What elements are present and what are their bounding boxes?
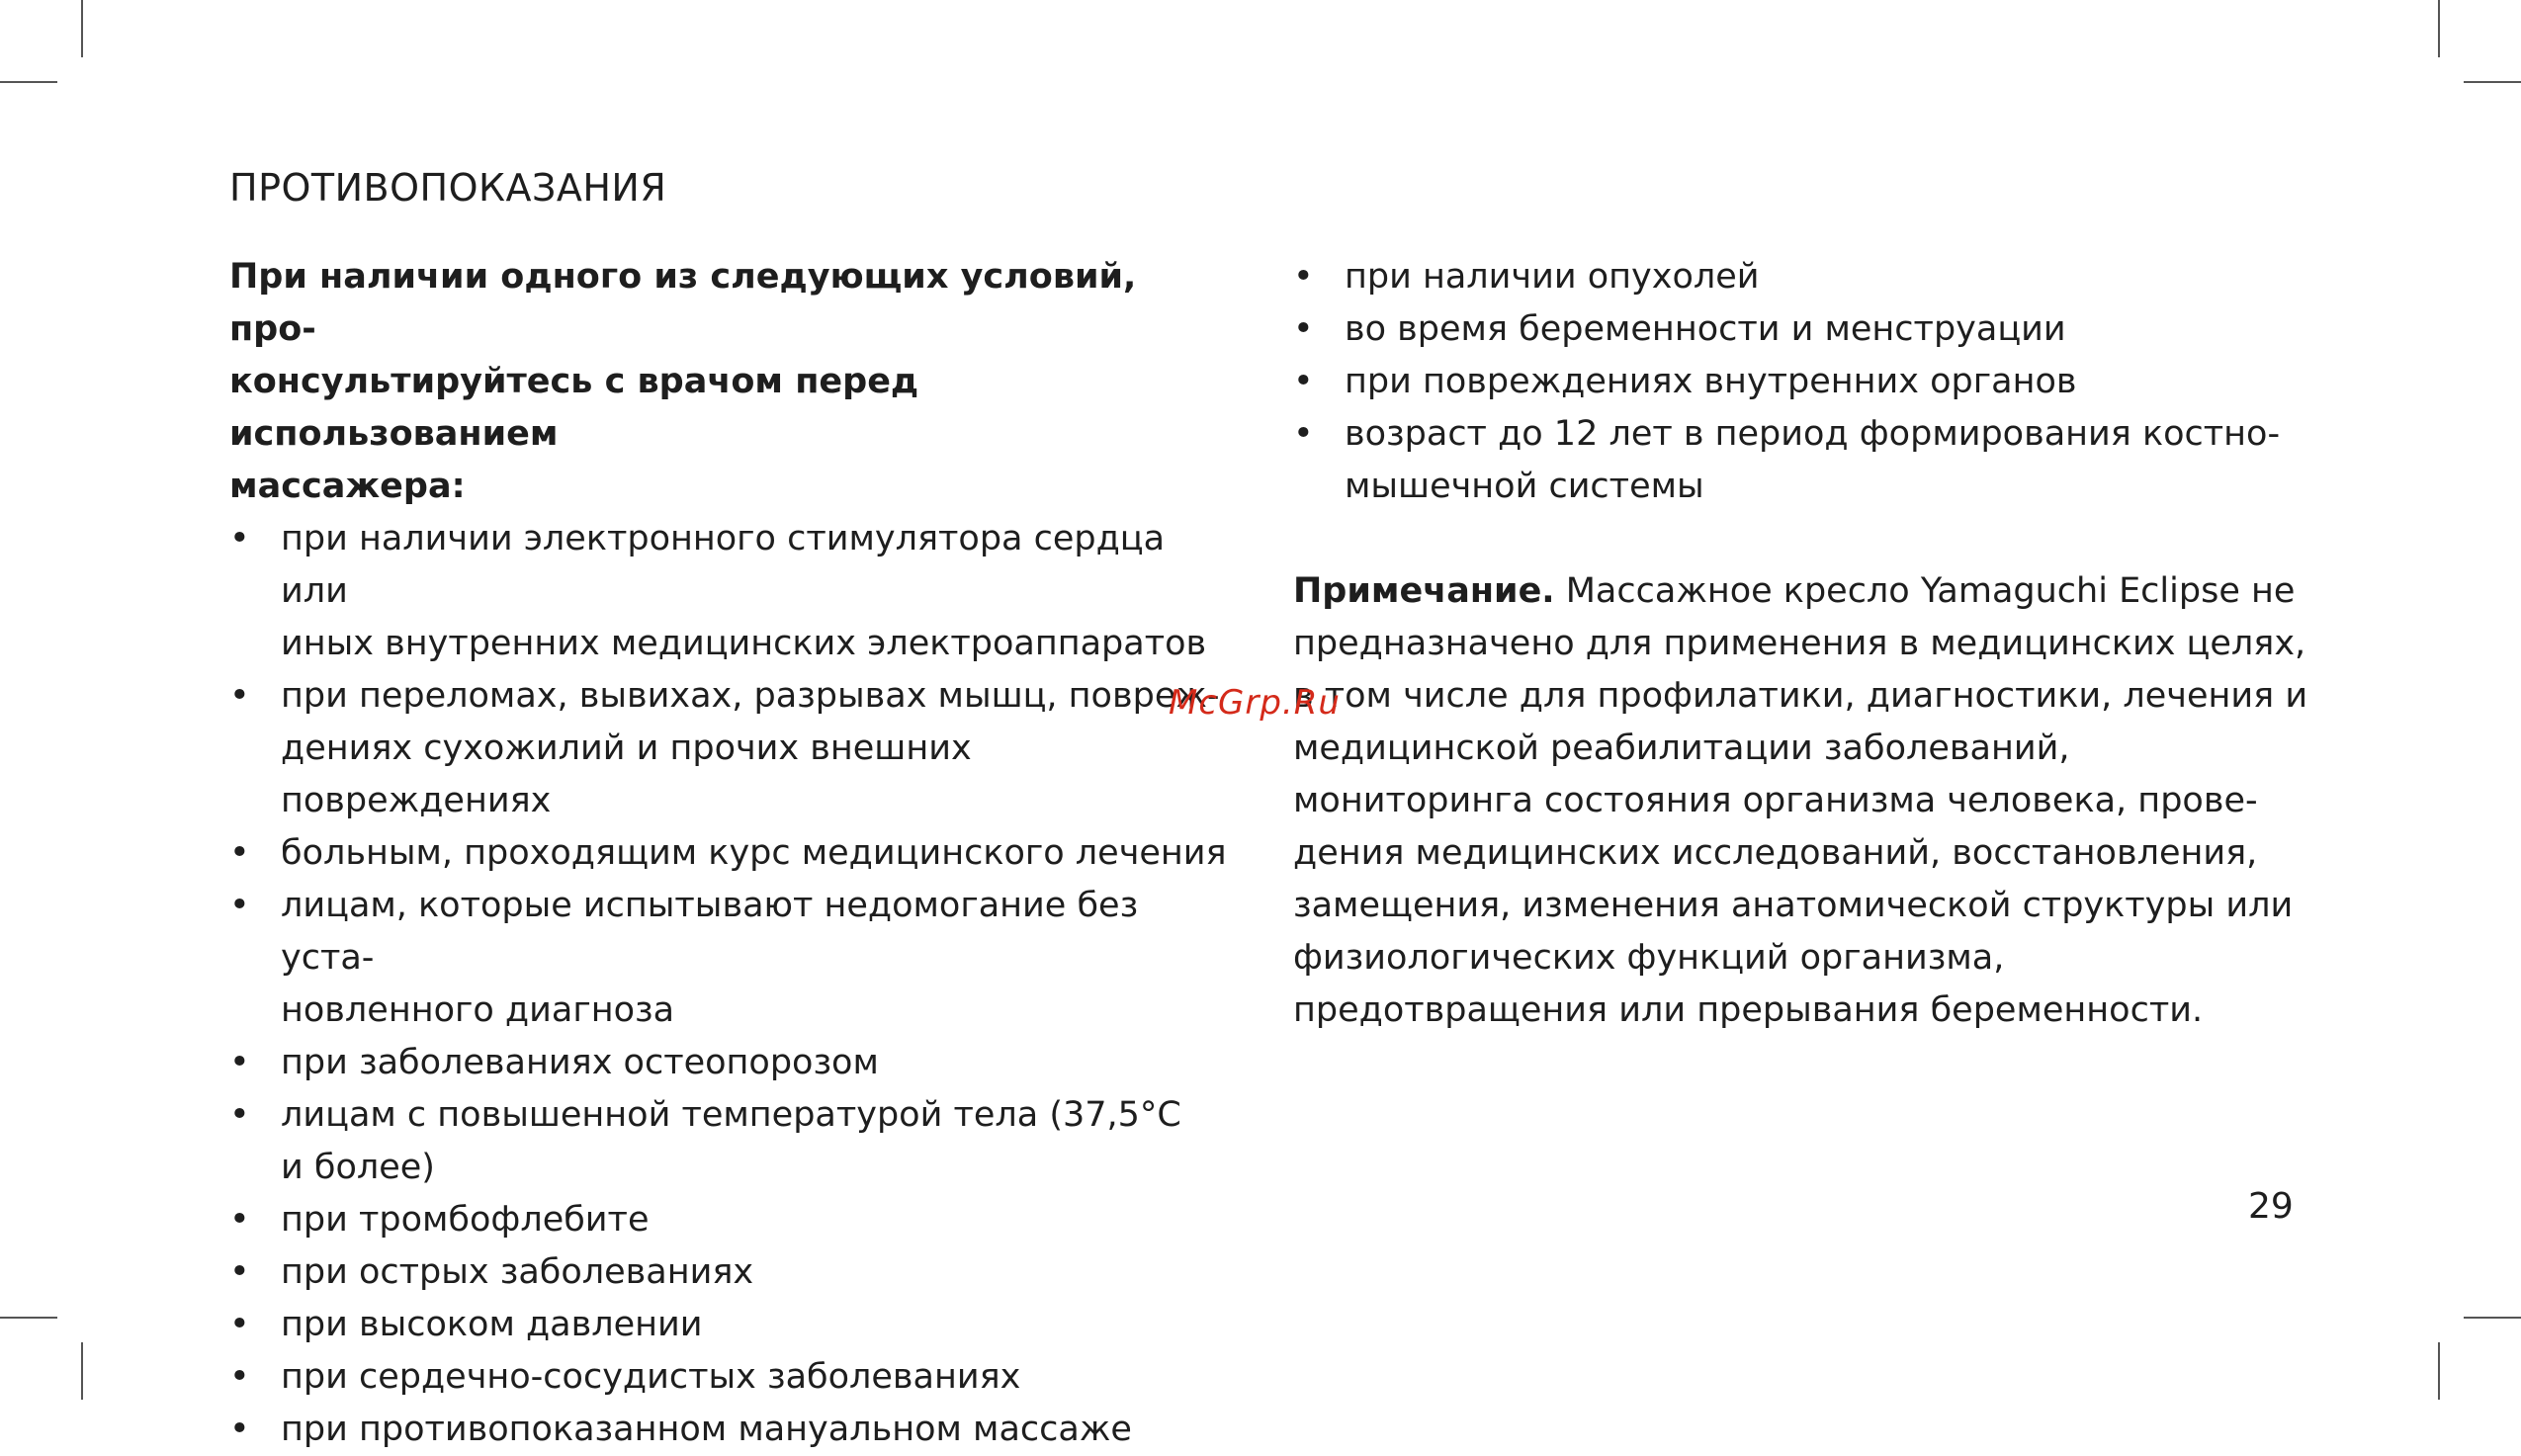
page-number: 29 bbox=[2248, 1186, 2294, 1227]
list-item-text: лицам, которые испытывают недомогание без уста- новленного диагноза bbox=[281, 886, 1139, 1030]
list-item-text: при высоком давлении bbox=[281, 1305, 703, 1344]
list-item-text: лицам с повышенной температурой тела (37,5°С и более) bbox=[281, 1095, 1181, 1187]
crop-mark bbox=[2464, 81, 2521, 83]
list-item-text: больным, проходящим курс медицинского лечения bbox=[281, 833, 1227, 873]
left-column bbox=[229, 251, 1228, 1456]
contraindications-list-right bbox=[1293, 251, 2311, 513]
bullet-icon: • bbox=[229, 886, 250, 925]
bullet-icon: • bbox=[1293, 362, 1314, 401]
list-item-text: при острых заболеваниях bbox=[281, 1252, 754, 1292]
crop-mark bbox=[2464, 1317, 2521, 1319]
bullet-icon: • bbox=[229, 1305, 250, 1344]
crop-mark bbox=[81, 0, 83, 57]
list-item-text: при наличии электронного стимулятора сердца или иных внутренних медицинских электроаппаратов bbox=[281, 519, 1207, 663]
crop-mark bbox=[81, 1342, 83, 1400]
bullet-icon: • bbox=[229, 1357, 250, 1397]
list-item-text: возраст до 12 лет в период формирования костно- мышечной системы bbox=[1345, 414, 2281, 506]
bullet-icon: • bbox=[229, 519, 250, 558]
list-item bbox=[229, 670, 1228, 827]
list-item bbox=[229, 1246, 1228, 1299]
list-item-text: при тромбофлебите bbox=[281, 1200, 650, 1240]
list-item bbox=[229, 880, 1228, 1037]
list-item-text: при повреждениях внутренних органов bbox=[1345, 362, 2077, 401]
bullet-icon: • bbox=[229, 1410, 250, 1449]
list-item bbox=[1293, 303, 2311, 356]
list-item-text: при противопоказанном мануальном массаже bbox=[281, 1410, 1132, 1449]
list-item bbox=[1293, 356, 2311, 408]
list-item bbox=[1293, 408, 2311, 513]
list-item bbox=[229, 1351, 1228, 1404]
contraindications-list-left bbox=[229, 513, 1228, 1456]
bullet-icon: • bbox=[229, 1095, 250, 1135]
section-title: ПРОТИВОПОКАЗАНИЯ bbox=[229, 166, 667, 210]
bullet-icon: • bbox=[1293, 309, 1314, 349]
list-item bbox=[229, 513, 1228, 670]
bullet-icon: • bbox=[1293, 414, 1314, 454]
watermark: McGrp.Ru bbox=[1169, 683, 1341, 723]
list-item bbox=[229, 1089, 1228, 1194]
list-item bbox=[229, 827, 1228, 880]
note-paragraph bbox=[1293, 565, 2311, 1037]
crop-mark bbox=[0, 81, 57, 83]
intro-text: При наличии одного из следующих условий, про- консультируйтесь с врачом перед использованием массажера: bbox=[229, 257, 1137, 506]
bullet-icon: • bbox=[229, 676, 250, 716]
right-column bbox=[1293, 251, 2311, 1071]
list-item bbox=[229, 1194, 1228, 1246]
list-item-text: при заболеваниях остеопорозом bbox=[281, 1043, 879, 1082]
list-item-text: при наличии опухолей bbox=[1345, 257, 1760, 297]
bullet-icon: • bbox=[229, 833, 250, 873]
list-item bbox=[229, 1037, 1228, 1089]
crop-mark bbox=[2438, 1342, 2440, 1400]
list-item bbox=[229, 1299, 1228, 1351]
list-item bbox=[229, 1404, 1228, 1456]
list-item-text: во время беременности и менструации bbox=[1345, 309, 2066, 349]
note-label: Примечание. bbox=[1293, 571, 1555, 611]
note-text: Массажное кресло Yamaguchi Eclipse не предназначено для применения в медицинских целях, в том числе для профилатики, диагностики, лечения и медицинской реабилитации заболеваний, мониторинга состояния организма человека, прове-дения медицинских исследований, восстановления, замещения, изменения анатомической структуры или физиологических функций организма, предотвращения или прерывания беременности. bbox=[1293, 571, 2308, 1030]
list-item-text: при сердечно-сосудистых заболеваниях bbox=[281, 1357, 1021, 1397]
list-item bbox=[1293, 251, 2311, 303]
list-item-text: при переломах, вывихах, разрывах мышц, повреж- дениях сухожилий и прочих внешних повреждениях bbox=[281, 676, 1220, 820]
crop-mark bbox=[0, 1317, 57, 1319]
bullet-icon: • bbox=[229, 1043, 250, 1082]
bullet-icon: • bbox=[229, 1252, 250, 1292]
bullet-icon: • bbox=[1293, 257, 1314, 297]
bullet-icon: • bbox=[229, 1200, 250, 1240]
crop-mark bbox=[2438, 0, 2440, 57]
